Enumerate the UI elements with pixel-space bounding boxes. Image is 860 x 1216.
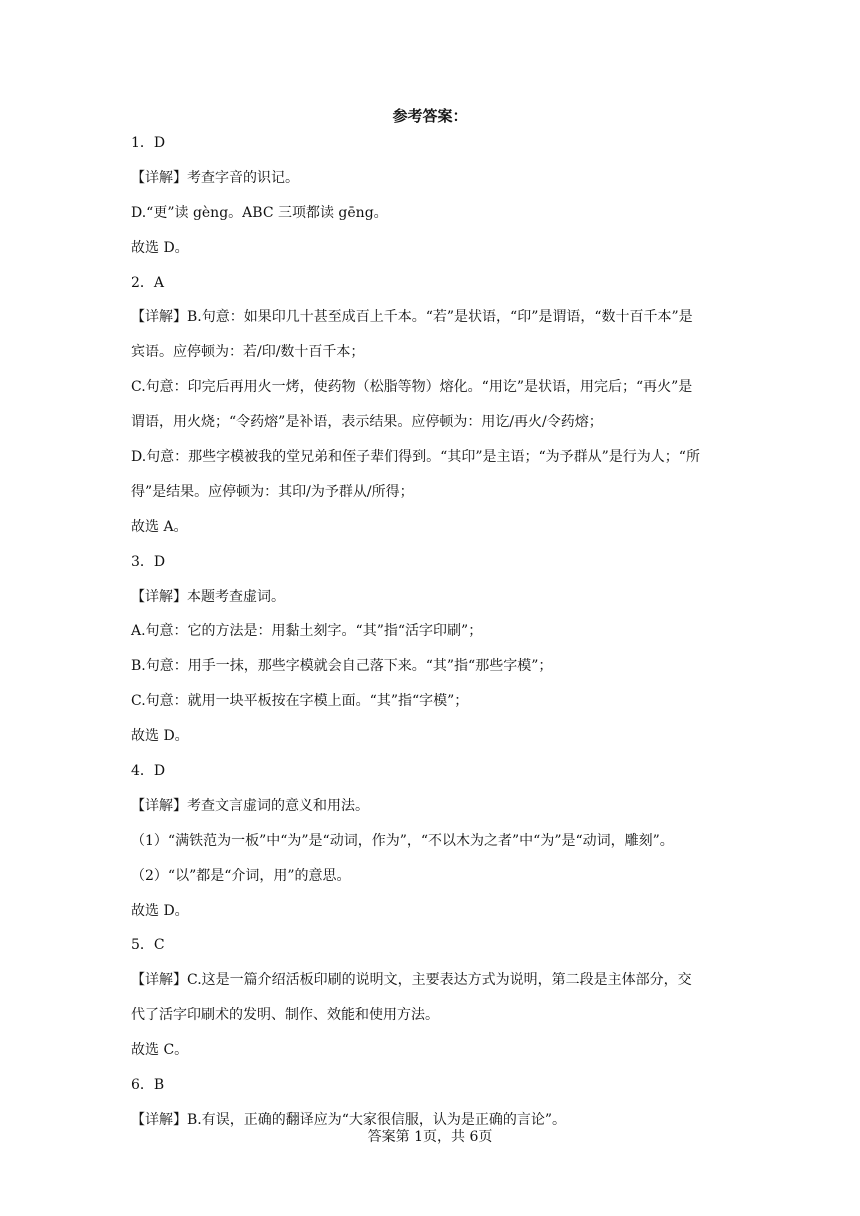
- answer-paragraph: [131, 377, 731, 432]
- page-footer: 答案第 1页，共 6页: [367, 1129, 493, 1145]
- answer-line: 故选 D。: [131, 239, 189, 256]
- answer-paragraph: [131, 970, 731, 1025]
- answer-line: A.句意：它的方法是：用黏土刻字。“其”指“活字印刷”；: [131, 623, 483, 640]
- answer-line: D.“更”读 gèng。ABC 三项都读 gēng。: [131, 204, 388, 221]
- question-number: 4．D: [131, 763, 166, 780]
- question-number: 1．D: [131, 135, 166, 151]
- answer-paragraph-line: 【详解】B.句意：如果印几十甚至成百上千本。“若”是状语，“印”是谓语，“数十百千本”是: [131, 309, 693, 326]
- answer-line: 【详解】考查文言虚词的意义和用法。: [131, 797, 369, 814]
- answer-line: B.句意：用手一抹，那些字模就会自己落下来。“其”指“那些字模”；: [131, 658, 553, 675]
- answer-line: （1）“满铁范为一板”中“为”是“动词，作为”，“不以木为之者”中“为”是“动词，雕刻”。: [131, 832, 674, 849]
- answer-content: [131, 133, 731, 1145]
- answer-paragraph-line: D.句意：那些字模被我的堂兄弟和侄子辈们得到。“其印”是主语；“为予群从”是行为人；“所: [131, 449, 700, 466]
- answer-line: 【详解】本题考查虚词。: [131, 588, 285, 605]
- answer-paragraph: [131, 307, 731, 362]
- answer-paragraph-line: 【详解】C.这是一篇介绍活板印刷的说明文，主要表达方式为说明，第二段是主体部分，交: [131, 972, 692, 989]
- answer-line: 故选 D。: [131, 728, 189, 745]
- answer-paragraph-line: 谓语，用火烧；“令药熔”是补语，表示结果。应停顿为：用讫/再火/令药熔；: [131, 414, 603, 431]
- answer-paragraph-line: 宾语。应停顿为：若/印/数十百千本；: [131, 344, 365, 361]
- page-title: 参考答案：: [392, 107, 468, 125]
- answer-line: （2）“以”都是“介词，用”的意思。: [131, 867, 351, 884]
- answer-line: 故选 A。: [131, 518, 188, 535]
- question-number: 3．D: [131, 553, 166, 570]
- answer-line: 【详解】考查字音的识记。: [131, 169, 299, 186]
- answer-line: 故选 D。: [131, 902, 189, 919]
- question-number: 6．B: [131, 1077, 165, 1094]
- question-number: 5．C: [131, 937, 165, 954]
- answer-line: C.句意：就用一块平板按在字模上面。“其”指“字模”；: [131, 693, 469, 710]
- answer-paragraph-line: C.句意：印完后再用火一烤，使药物（松脂等物）熔化。“用讫”是状语，用完后；“再火”是: [131, 379, 693, 396]
- answer-paragraph: [131, 447, 731, 502]
- answer-line: 【详解】B.有误，正确的翻译应为“大家很信服，认为是正确的言论”。: [131, 1111, 567, 1128]
- question-number: 2．A: [131, 274, 165, 291]
- answer-paragraph-line: 得”是结果。应停顿为：其印/为予群从/所得；: [131, 483, 414, 500]
- answer-paragraph-line: 代了活字印刷术的发明、制作、效能和使用方法。: [131, 1007, 439, 1024]
- answer-line: 故选 C。: [131, 1042, 189, 1059]
